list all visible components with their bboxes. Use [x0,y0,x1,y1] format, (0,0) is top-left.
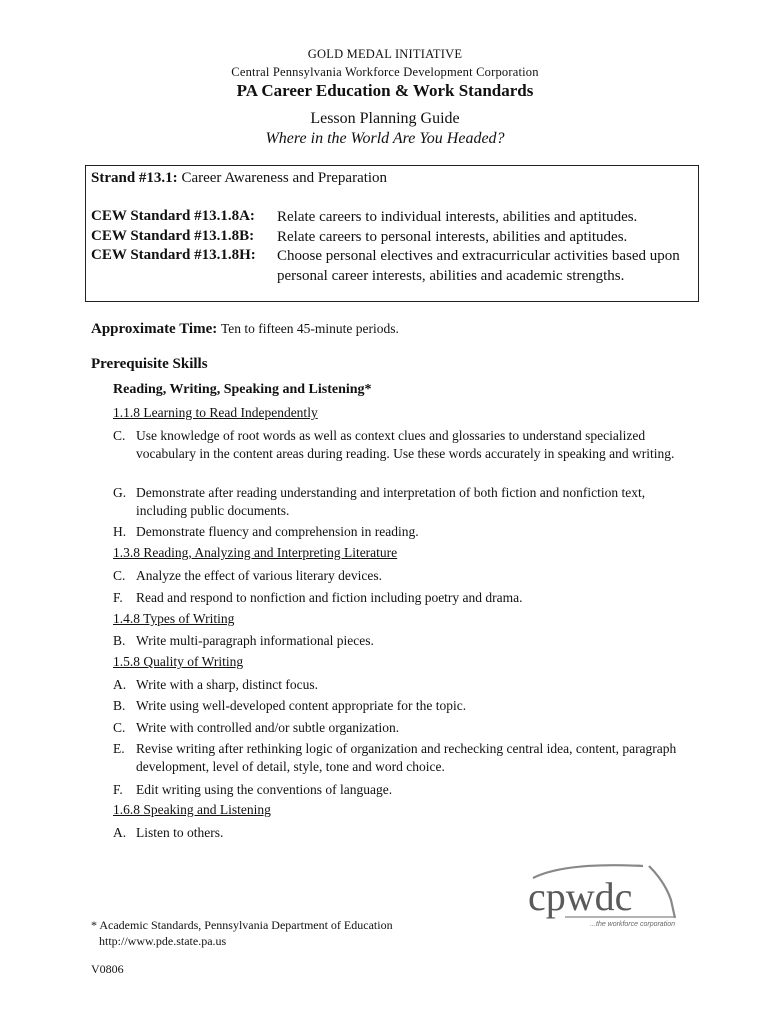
item-letter: F. [113,782,123,797]
prereq-area: Reading, Writing, Speaking and Listening* [113,382,372,397]
list-item [113,567,688,585]
item-letter: H. [113,524,127,539]
strand-line [91,170,387,187]
section-heading: 1.5.8 Quality of Writing [113,654,244,669]
standard-b-label: CEW Standard #13.1.8B: [91,227,255,244]
item-letter: E. [113,741,125,756]
standard-h-text: Choose personal electives and extracurricular activities based upon personal career interests, abilities and academic strengths. [277,248,680,284]
item-text: Write with a sharp, distinct focus. [136,677,319,692]
guide-subtitle: Where in the World Are You Headed? [265,130,505,147]
cpwdc-logo [525,860,680,935]
logo-tagline: ...the workforce corporation [590,921,675,928]
list-item [113,523,688,541]
item-letter: B. [113,633,126,648]
page-title: PA Career Education & Work Standards [236,81,534,100]
approx-time-label: Approximate Time: [91,321,218,337]
item-text: Write with controlled and/or subtle organization. [136,720,400,735]
item-text: Demonstrate fluency and comprehension in reading. [136,524,419,539]
item-text: Use knowledge of root words as well as context clues and glossaries to understand specialized vocabulary in the content areas during reading. Use these words accurately in speaking and writing. [136,428,675,461]
list-item [113,781,688,799]
item-letter: G. [113,485,127,500]
item-text: Demonstrate after reading understanding and interpretation of both fiction and nonfiction text, including public documents. [136,485,646,518]
item-text: Listen to others. [136,825,224,840]
item-text: Analyze the effect of various literary devices. [136,568,383,583]
section-heading: 1.3.8 Reading, Analyzing and Interpreting Literature [113,545,398,560]
item-text: Edit writing using the conventions of language. [136,782,393,797]
standard-a-label: CEW Standard #13.1.8A: [91,208,255,224]
item-text: Write multi-paragraph informational pieces. [136,633,374,648]
logo-swoosh-right [649,866,675,918]
list-item [113,589,688,607]
section-heading: 1.1.8 Learning to Read Independently [113,405,318,420]
item-letter: C. [113,428,126,443]
standard-b-text: Relate careers to personal interests, abilities and aptitudes. [277,228,628,245]
header-org-line2: Central Pennsylvania Workforce Development Corporation [231,65,539,79]
item-text: Read and respond to nonfiction and fiction including poetry and drama. [136,590,523,605]
item-letter: C. [113,720,126,735]
logo-wordmark: cpwdc [528,874,633,919]
list-item [113,676,688,694]
list-item [113,740,688,776]
list-item [113,632,688,650]
standard-a-text: Relate careers to individual interests, abilities and aptitudes. [277,209,638,225]
item-text: Revise writing after rethinking logic of organization and rechecking central idea, content, paragraph development, level of detail, style, tone and word choice. [136,741,677,774]
prereq-title: Prerequisite Skills [91,356,208,372]
strand-box [85,165,699,302]
approx-time-value: Ten to fifteen 45-minute periods. [221,321,399,336]
header-org-line1: GOLD MEDAL INITIATIVE [307,47,463,61]
item-text: Write using well-developed content appropriate for the topic. [136,698,467,713]
item-letter: A. [113,677,127,692]
version-code: V0806 [91,962,124,976]
footnote-url[interactable]: http://www.pde.state.pa.us [99,934,227,948]
item-letter: F. [113,590,123,605]
strand-text: Career Awareness and Preparation [181,170,388,186]
item-letter: A. [113,825,127,840]
item-letter: C. [113,568,126,583]
list-item [113,719,688,737]
standard-h-label: CEW Standard #13.1.8H: [91,247,256,263]
approximate-time [91,321,399,338]
footnote-line1: * Academic Standards, Pennsylvania Department of Education [91,918,393,932]
guide-title: Lesson Planning Guide [310,110,460,127]
list-item [113,484,688,520]
list-item [113,427,688,463]
list-item [113,697,688,715]
section-heading: 1.4.8 Types of Writing [113,611,235,626]
strand-label: Strand #13.1: [91,170,178,186]
item-letter: B. [113,698,126,713]
list-item [113,824,688,842]
section-heading: 1.6.8 Speaking and Listening [113,802,271,817]
